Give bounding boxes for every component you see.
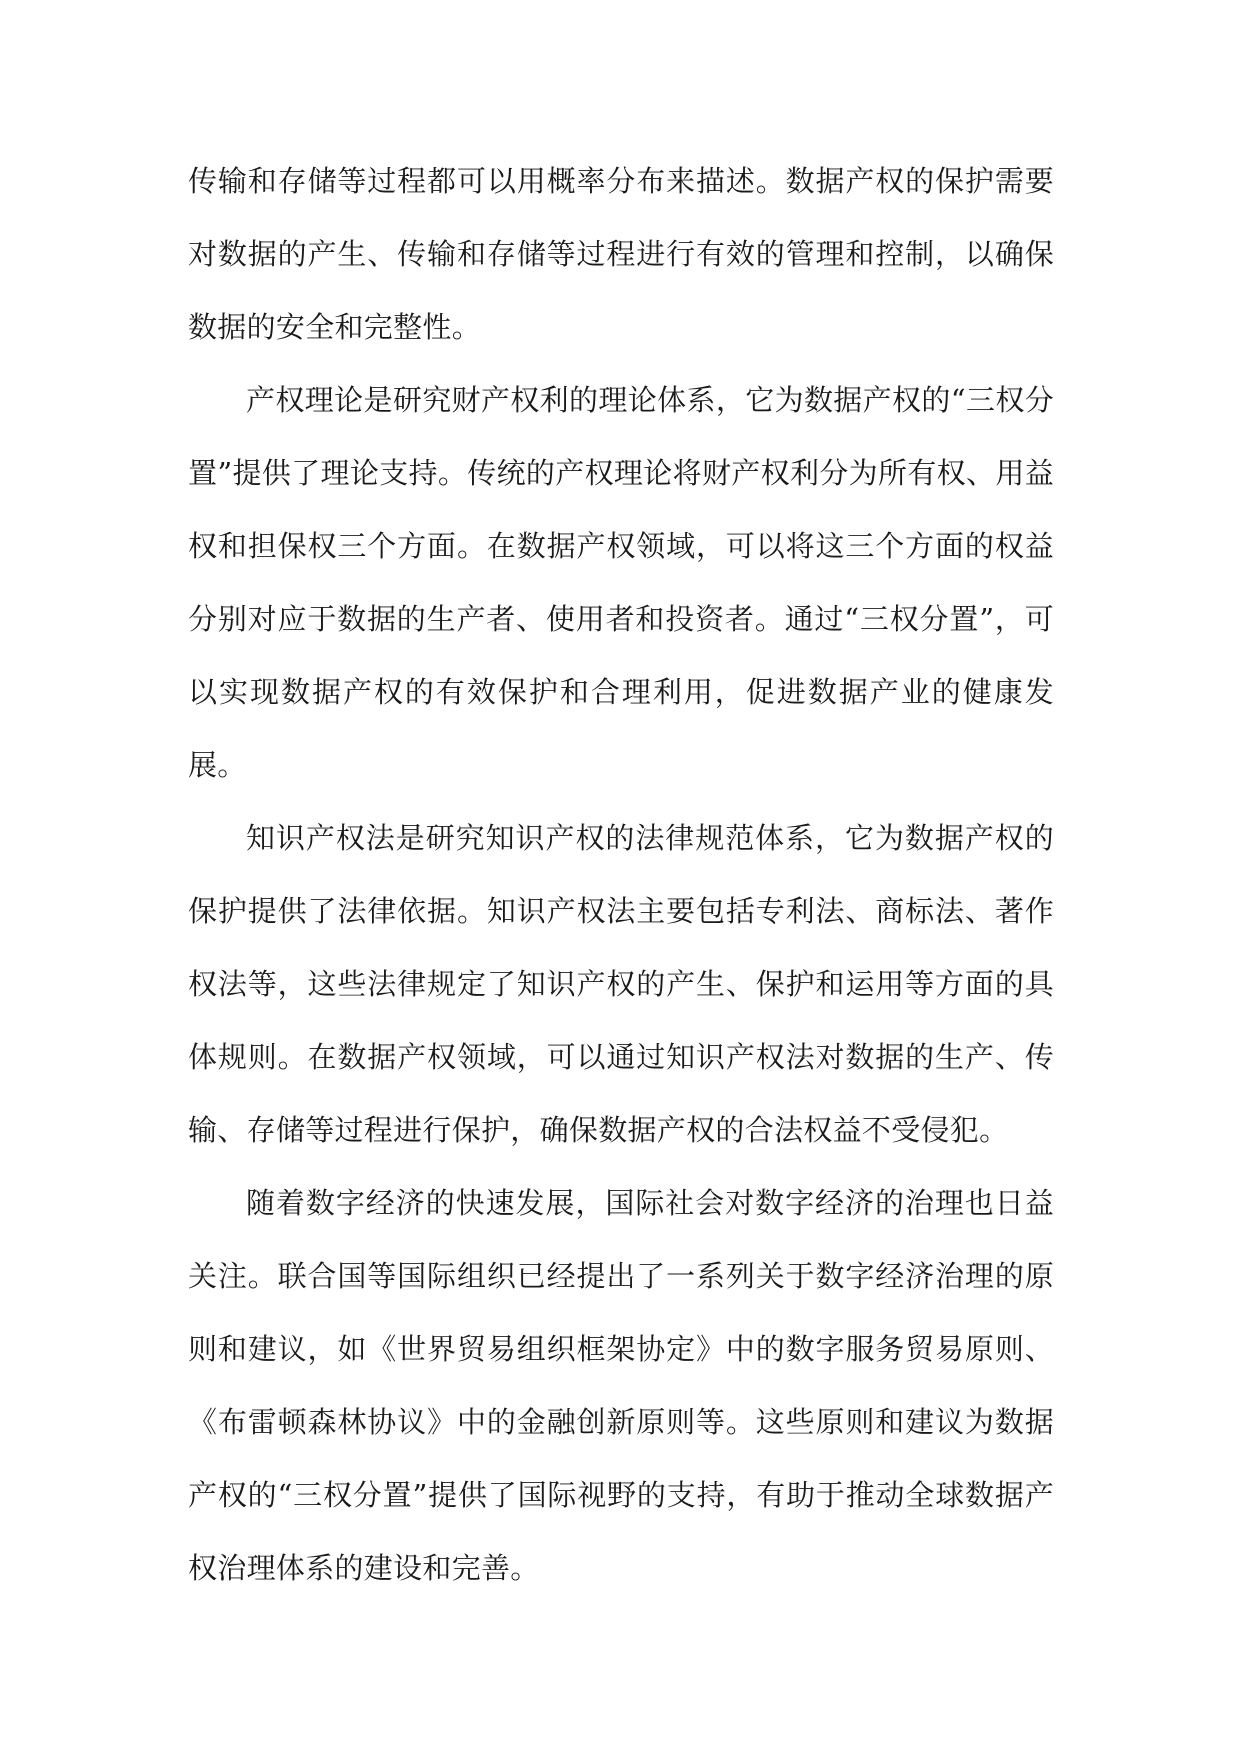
paragraph-continuation: 传输和存储等过程都可以用概率分布来描述。数据产权的保护需要对数据的产生、传输和存储等过程进行有效的管理和控制，以确保数据的安全和完整性。	[188, 164, 1054, 344]
paragraph-intellectual-property-law: 知识产权法是研究知识产权的法律规范体系，它为数据产权的保护提供了法律依据。知识产权法主要包括专利法、商标法、著作权法等，这些法律规定了知识产权的产生、保护和运用等方面的具体规则。在数据产权领域，可以通过知识产权法对数据的生产、传输、存储等过程进行保护，确保数据产权的合法权益不受侵犯。	[188, 821, 1054, 1147]
body-text	[188, 145, 1054, 1605]
paragraph-international-governance: 随着数字经济的快速发展，国际社会对数字经济的治理也日益关注。联合国等国际组织已经提出了一系列关于数字经济治理的原则和建议，如《世界贸易组织框架协定》中的数字服务贸易原则、《布雷顿森林协议》中的金融创新原则等。这些原则和建议为数据产权的“三权分置”提供了国际视野的支持，有助于推动全球数据产权治理体系的建设和完善。	[188, 1186, 1054, 1585]
paragraph-property-rights-theory: 产权理论是研究财产权利的理论体系，它为数据产权的“三权分置”提供了理论支持。传统的产权理论将财产权利分为所有权、用益权和担保权三个方面。在数据产权领域，可以将这三个方面的权益分别对应于数据的生产者、使用者和投资者。通过“三权分置”，可以实现数据产权的有效保护和合理利用，促进数据产业的健康发展。	[188, 383, 1054, 782]
